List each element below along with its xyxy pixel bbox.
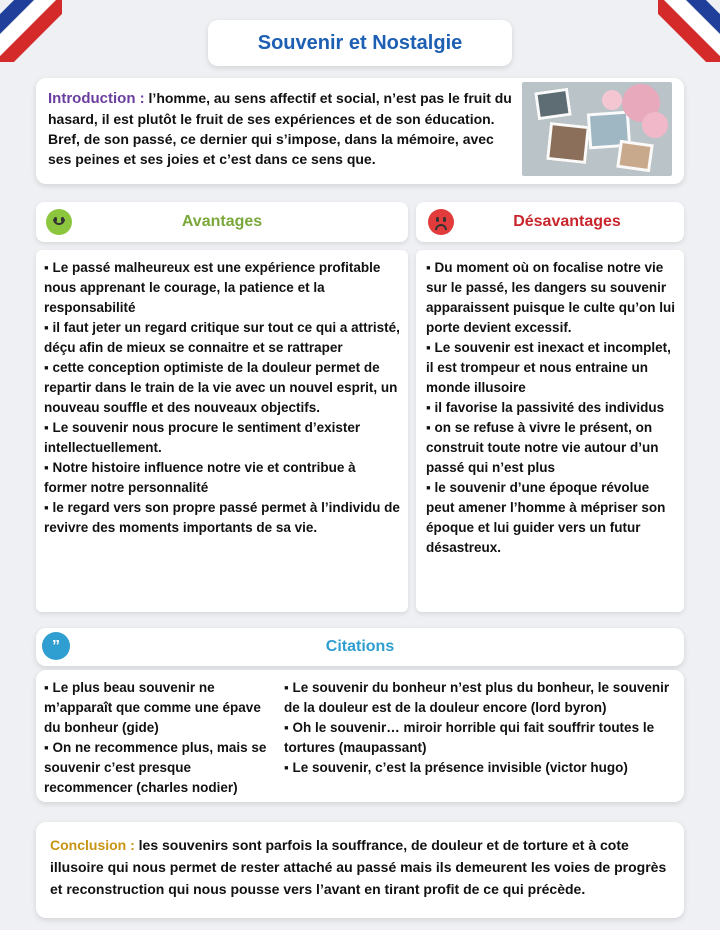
intro-paragraph xyxy=(48,88,518,169)
citations-right-column xyxy=(284,678,678,778)
desavantages-header xyxy=(416,202,684,242)
quote-item: ▪ On ne recommence plus, mais se souvenir c’est presque recommencer (charles nodier) xyxy=(44,740,267,795)
intro-label: Introduction : xyxy=(48,90,145,107)
conclusion-label: Conclusion : xyxy=(50,837,135,853)
conclusion-paragraph xyxy=(50,834,674,900)
title-card xyxy=(208,20,512,66)
intro-card xyxy=(36,78,684,184)
nostalgia-photo-collage xyxy=(522,82,672,176)
conclusion-text: les souvenirs sont parfois la souffrance, de douleur et de torture et à cote illusoire qui nous permet de rester attaché au passé mais ils demeurent les voies de progrès et reconstruction qui nous pousse vers l’avant en tirant profit de ce qui précède. xyxy=(50,837,667,897)
quote-item: ▪ Oh le souvenir… miroir horrible qui fait souffrir toutes le tortures (maupassant) xyxy=(284,720,655,755)
avantages-title: Avantages xyxy=(181,213,263,230)
quote-item: ▪ Le plus beau souvenir ne m’apparaît que comme une épave du bonheur (gide) xyxy=(44,680,261,735)
page-title: Souvenir et Nostalgie xyxy=(257,32,463,54)
list-item: ▪ le souvenir d’une époque révolue peut amener l’homme à mépriser son époque et lui guider vers un futur désastreux. xyxy=(426,480,666,555)
conclusion-card xyxy=(36,822,684,918)
flag-corner-right-icon xyxy=(658,0,720,62)
intro-text: l’homme, au sens affectif et social, n’est pas le fruit du hasard, il est plutôt le fruit de ses expériences et de son éducation. Bref, de son passé, ce dernier qui s’impose, dans la mémoire, avec ses peines et ses joies et c’est dans ce sens que. xyxy=(48,90,512,167)
quote-item: ▪ Le souvenir, c’est la présence invisible (victor hugo) xyxy=(284,760,628,775)
avantages-header xyxy=(36,202,408,242)
smiley-sad-icon xyxy=(428,209,454,235)
list-item: ▪ Le souvenir est inexact et incomplet, il est trompeur et nous entraine un monde illusoire xyxy=(426,340,671,395)
list-item: ▪ Notre histoire influence notre vie et contribue à former notre personnalité xyxy=(44,460,356,495)
list-item: ▪ Le souvenir nous procure le sentiment d’exister intellectuellement. xyxy=(44,420,361,455)
citations-body xyxy=(36,670,684,802)
citations-header xyxy=(36,628,684,666)
list-item: ▪ cette conception optimiste de la douleur permet de repartir dans le train de la vie avec un nouvel esprit, un nouveau souffle et des nouveaux objectifs. xyxy=(44,360,398,415)
flag-corner-left-icon xyxy=(0,0,62,62)
citations-title: Citations xyxy=(325,638,395,655)
desavantages-list xyxy=(416,250,684,612)
quote-item: ▪ Le souvenir du bonheur n’est plus du bonheur, le souvenir de la douleur est de la douleur encore (lord byron) xyxy=(284,680,670,715)
desavantages-title: Désavantages xyxy=(513,213,621,230)
list-item: ▪ il favorise la passivité des individus xyxy=(426,400,665,415)
list-item: ▪ le regard vers son propre passé permet à l’individu de revivre des moments importants de sa vie. xyxy=(44,500,400,535)
avantages-list xyxy=(36,250,408,612)
list-item: ▪ on se refuse à vivre le présent, on construit toute notre vie autour d’un passé qui n’est plus xyxy=(426,420,659,475)
citations-left-column xyxy=(44,678,274,798)
list-item: ▪ Le passé malheureux est une expérience profitable nous apprenant le courage, la patience et la responsabilité xyxy=(44,260,381,315)
quote-bubble-icon: ” xyxy=(42,632,70,660)
list-item: ▪ Du moment où on focalise notre vie sur le passé, les dangers su souvenir apparaissent puisque le culte qu’on lui porte devient excessif. xyxy=(426,260,676,335)
list-item: ▪ il faut jeter un regard critique sur tout ce qui a attristé, déçu afin de mieux se connaitre et se rattraper xyxy=(44,320,400,355)
